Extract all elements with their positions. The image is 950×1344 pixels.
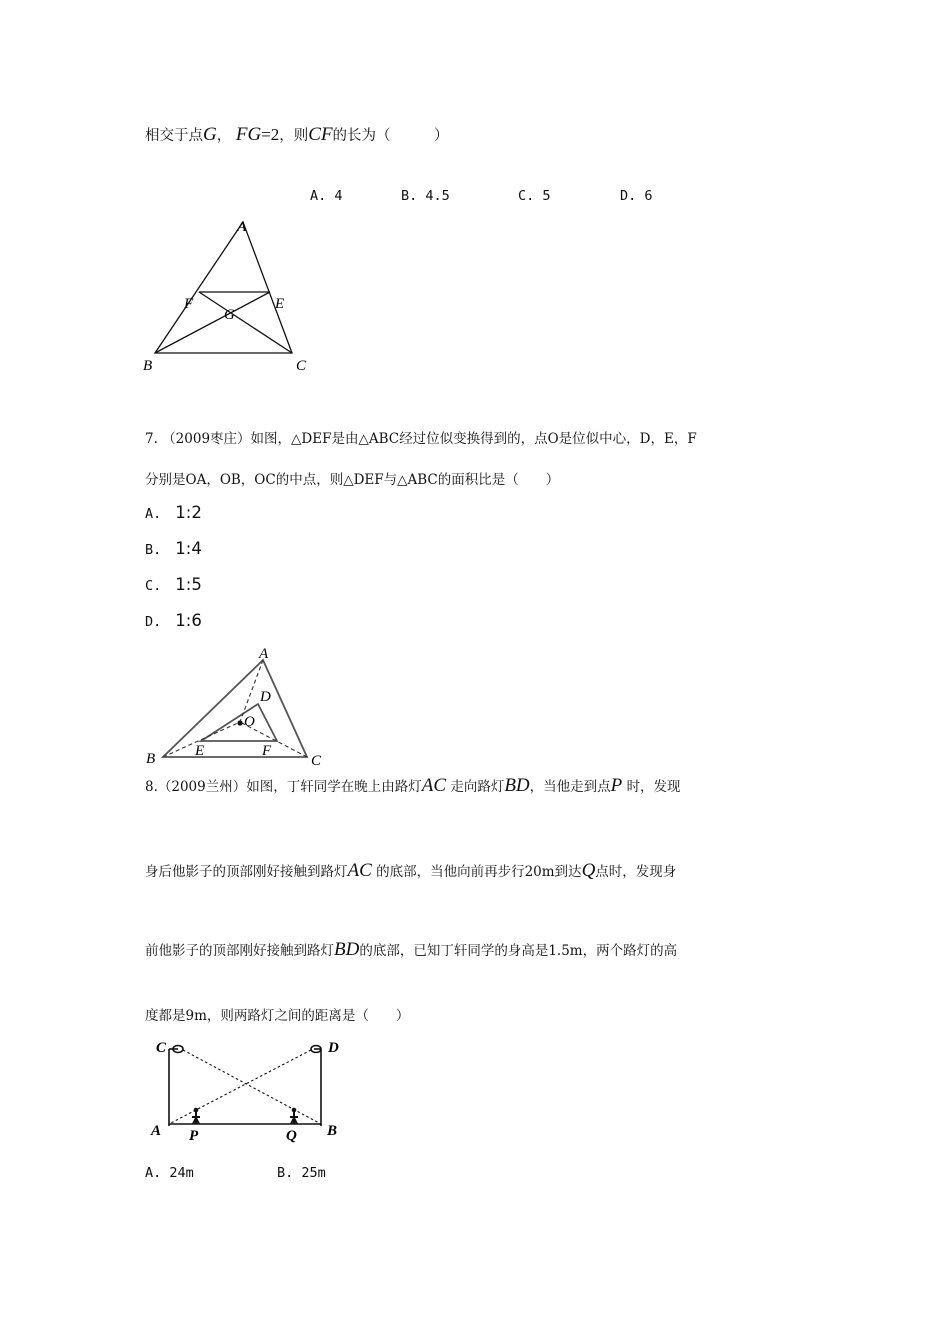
q8-label-q: Q bbox=[286, 1128, 297, 1144]
q6-option-d: D. 6 bbox=[620, 188, 653, 204]
q8-label-p: P bbox=[189, 1128, 199, 1144]
q7-option-b-value: 1:4 bbox=[175, 539, 202, 558]
q8-text-1c: ，当他走到点 bbox=[529, 779, 611, 795]
q7-label-d: D bbox=[260, 689, 271, 705]
q8-label-b: B bbox=[327, 1123, 338, 1139]
q7-option-b-letter: B. bbox=[145, 542, 162, 558]
q7-label-e: E bbox=[195, 743, 205, 759]
q8-text-3b: 的底部，已知丁轩同学的身高是1.5m，两个路灯的高 bbox=[359, 943, 678, 959]
q6-option-b: B. 4.5 bbox=[401, 188, 450, 204]
q6-text-pre: 相交于点 bbox=[145, 128, 203, 144]
q6-segment-cf: CF bbox=[308, 124, 333, 145]
q7-option-d-value: 1:6 bbox=[175, 611, 202, 630]
q6-equals-two: =2 bbox=[261, 125, 280, 144]
q8-lamp-bd-2: BD bbox=[334, 939, 360, 960]
q7-option-c-letter: C. bbox=[145, 578, 162, 594]
q8-text-2c: 点时，发现身 bbox=[595, 864, 677, 880]
q7-option-a-value: 1:2 bbox=[175, 503, 202, 522]
q8-text-1d: 时，发现 bbox=[626, 779, 681, 795]
q7-label-b: B bbox=[146, 751, 156, 767]
q6-label-a: A bbox=[237, 219, 247, 235]
q8-text-3a: 前他影子的顶部刚好接触到路灯 bbox=[145, 943, 334, 959]
q8-lamp-ac: AC bbox=[421, 775, 447, 796]
q7-stem-line-2: 分别是OA，OB，OC的中点，则△DEF与△ABC的面积比是（ ） bbox=[145, 472, 560, 488]
q8-text-2b: 的底部，当他向前再步行20m到达 bbox=[376, 864, 582, 880]
q6-label-f: F bbox=[184, 296, 194, 312]
q8-lamp-ac-2: AC bbox=[347, 860, 372, 881]
q8-stem-line-4: 度都是9m，则两路灯之间的距离是（ ） bbox=[145, 1008, 410, 1024]
q7-option-c-value: 1:5 bbox=[175, 575, 202, 594]
q8-point-p: P bbox=[610, 775, 623, 796]
q7-stem-line-1: 7. （2009枣庄）如图，△DEF是由△ABC经过位似变换得到的，点O是位似中心，D，E，F bbox=[145, 431, 697, 447]
q7-option-a-letter: A. bbox=[145, 506, 162, 522]
q7-label-a: A bbox=[259, 646, 269, 662]
q8-label-a: A bbox=[151, 1123, 162, 1139]
q7-option-d-letter: D. bbox=[145, 614, 162, 630]
q8-option-a: A. 24m bbox=[145, 1165, 194, 1181]
q7-label-c: C bbox=[311, 753, 322, 769]
q8-text-1b: 走向路灯 bbox=[450, 779, 505, 795]
q8-option-b: B. 25m bbox=[277, 1165, 326, 1181]
q8-point-q: Q bbox=[581, 860, 596, 881]
q6-segment-fg: FG bbox=[235, 124, 262, 145]
q6-label-c: C bbox=[296, 358, 307, 374]
q8-label-d: D bbox=[328, 1040, 339, 1056]
q8-lamp-bd: BD bbox=[504, 775, 530, 796]
q7-label-f: F bbox=[262, 743, 272, 759]
q6-point-g: G bbox=[203, 124, 217, 145]
q6-text-post: 的长为（ ） bbox=[332, 128, 449, 144]
q8-text-1a: 8.（2009兰州）如图，丁轩同学在晚上由路灯 bbox=[145, 779, 422, 795]
q6-label-g: G bbox=[224, 307, 235, 323]
q6-comma-1: ， bbox=[216, 128, 232, 144]
q8-label-c: C bbox=[156, 1040, 167, 1056]
q6-label-b: B bbox=[143, 358, 153, 374]
q6-option-a: A. 4 bbox=[310, 188, 343, 204]
q6-label-e: E bbox=[275, 296, 285, 312]
q6-option-c: C. 5 bbox=[518, 188, 551, 204]
q7-label-o: O bbox=[244, 714, 255, 730]
q6-comma-2: ， bbox=[279, 128, 294, 144]
q6-text-ze: 则 bbox=[293, 128, 309, 144]
q8-text-2a: 身后他影子的顶部刚好接触到路灯 bbox=[145, 864, 348, 880]
